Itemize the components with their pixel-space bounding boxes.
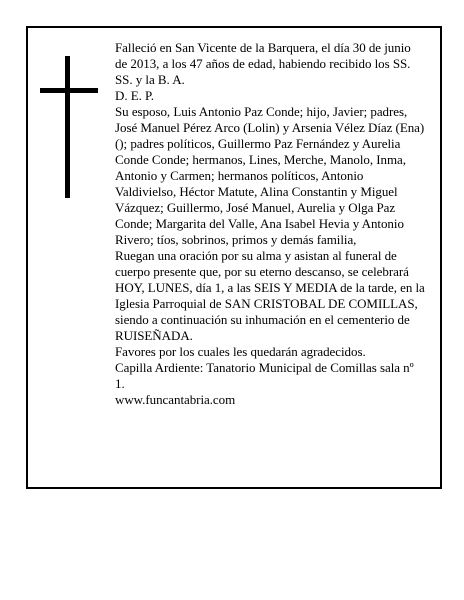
death-announcement: Falleció en San Vicente de la Barquera, el día 30 de junio de 2013, a los 47 años de edad, habiendo recibido los SS. SS. y la B. A. (115, 40, 411, 87)
thanks-line: Favores por los cuales les quedarán agradecidos. (115, 344, 366, 359)
rest-in-peace: D. E. P. (115, 88, 154, 103)
chapel-info: Capilla Ardiente: Tanatorio Municipal de Comillas sala nº 1. (115, 360, 414, 391)
cross-icon (40, 56, 98, 198)
cross-vertical-bar (65, 56, 70, 198)
cross-horizontal-bar (40, 88, 98, 93)
family-list: Su esposo, Luis Antonio Paz Conde; hijo, Javier; padres, José Manuel Pérez Arco (Lolin) y Arsenia Vélez Díaz (Ena) (); padres políticos, Guillermo Paz Fernández y Aurelia Conde Conde; hermanos, Lines, Merche, Manolo, Inma, Antonio y Carmen; hermanos políticos, Antonio Valdivielso, Héctor Matute, Alina Constantin y Miguel Vázquez; Guillermo, José Manuel, Aurelia y Olga Paz Conde; Margarita del Valle, Ana Isabel Hevia y Antonio Rivero; tíos, sobrinos, primos y demás familia, (115, 104, 425, 247)
obituary-notice (26, 26, 442, 489)
funeral-details: Ruegan una oración por su alma y asistan al funeral de cuerpo presente que, por su eterno descanso, se celebrará HOY, LUNES, día 1, a las SEIS Y MEDIA de la tarde, en la Iglesia Parroquial de SAN CRISTOBAL DE COMILLAS, siendo a continuación su inhumación en el cementerio de RUISEÑADA. (115, 248, 425, 343)
website-link[interactable]: www.funcantabria.com (115, 392, 236, 407)
obituary-text (115, 40, 425, 408)
